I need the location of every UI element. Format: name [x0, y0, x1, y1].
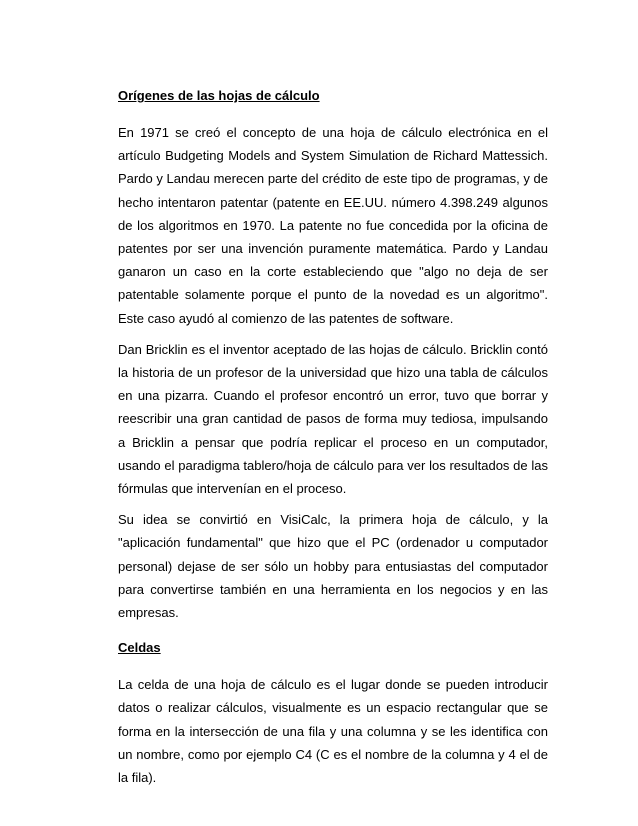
paragraph-origenes-1: En 1971 se creó el concepto de una hoja de cálculo electrónica en el artículo Budgeting Models and System Simulation de Richard Mattessich. Pardo y Landau merecen parte del crédito de este tipo de programas, y de hecho intentaron patentar (patente en EE.UU. número 4.398.249 algunos de los algoritmos en 1970. La patente no fue concedida por la oficina de patentes por ser una invención puramente matemática. Pardo y Landau ganaron un caso en la corte estableciendo que "algo no deja de ser patentable solamente porque el punto de la novedad es un algoritmo". Este caso ayudó al comienzo de las patentes de software. — [118, 125, 548, 326]
paragraph-celdas-1: La celda de una hoja de cálculo es el lugar donde se pueden introducir datos o realizar cálculos, visualmente es un espacio rectangular que se forma en la intersección de una fila y una columna y se les identifica con un nombre, como por ejemplo C4 (C es el nombre de la columna y 4 el de la fila). — [118, 677, 548, 786]
paragraph-origenes-2: Dan Bricklin es el inventor aceptado de las hojas de cálculo. Bricklin contó la historia de un profesor de la universidad que hizo una tabla de cálculos en una pizarra. Cuando el profesor encontró un error, tuvo que borrar y reescribir una gran cantidad de pasos de forma muy tediosa, impulsando a Bricklin a pensar que podría replicar el proceso en un computador, usando el paradigma tablero/hoja de cálculo para ver los resultados de las fórmulas que intervenían en el proceso. — [118, 341, 548, 497]
paragraph-origenes-3: Su idea se convirtió en VisiCalc, la primera hoja de cálculo, y la "aplicación fundamental" que hizo que el PC (ordenador u computador personal) dejase de ser sólo un hobby para entusiastas del computador para convertirse también en una herramienta en los negocios y en las empresas. — [118, 512, 548, 621]
section-heading-celdas: Celdas — [118, 640, 161, 656]
section-heading-origenes: Orígenes de las hojas de cálculo — [118, 88, 320, 103]
document-page — [118, 86, 548, 797]
